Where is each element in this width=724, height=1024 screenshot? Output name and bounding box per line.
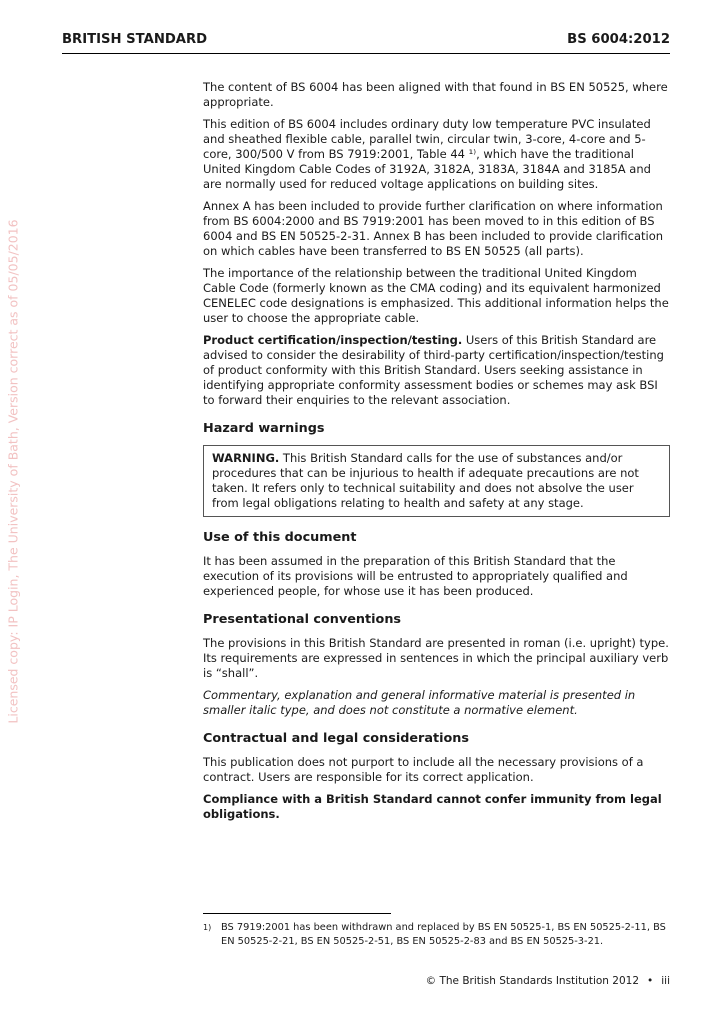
contractual-paragraph-1: This publication does not purport to include all the necessary provisions of a contract. Users are responsible for its correct application.	[203, 755, 644, 784]
certification-text: Users of this British Standard are advised to consider the desirability of third-party certification/inspection/testing of product conformity with this British Standard. Users seeking assistance in identifying appropriate conformity assessment bodies or schemes may ask BSI to forward their enquiries to the relevant association.	[203, 333, 664, 407]
intro-paragraph-4: The importance of the relationship between the traditional United Kingdom Cable Code (formerly known as the CMA coding) and its equivalent harmonized CENELEC code designations is emphasized. This additional information helps the user to choose the appropriate cable.	[203, 266, 669, 325]
hazard-heading: Hazard warnings	[203, 421, 325, 436]
license-watermark	[0, 218, 26, 724]
footnote-rule	[203, 913, 391, 914]
contractual-heading: Contractual and legal considerations	[203, 731, 470, 746]
footer-bullet: •	[647, 975, 654, 987]
header-standard-number: BS 6004:2012	[567, 32, 670, 47]
page-number: iii	[661, 975, 670, 987]
intro-paragraph-5	[203, 333, 670, 408]
use-paragraph: It has been assumed in the preparation of this British Standard that the execution of its provisions will be entrusted to appropriately qualified and experienced people, for whose use it has been produced.	[203, 554, 628, 598]
contractual-paragraph-2: Compliance with a British Standard cannot confer immunity from legal obligations.	[203, 792, 662, 821]
conventions-paragraph-1: The provisions in this British Standard are presented in roman (i.e. upright) type. Its requirements are expressed in sentences in which the principal auxiliary verb is “shall”.	[203, 636, 669, 680]
intro-paragraph-2: This edition of BS 6004 includes ordinary duty low temperature PVC insulated and sheathed flexible cable, parallel twin, circular twin, 3-core, 4-core and 5-core, 300/500 V from BS 7919:2001, Table 44 ¹⁾, which have the traditional United Kingdom Cable Codes of 3192A, 3182A, 3183A, 3184A and 3185A and are normally used for reduced voltage applications on building sites.	[203, 117, 651, 191]
watermark-text: Licensed copy: IP Login, The University of Bath, Version correct as of 05/05/2016	[5, 218, 21, 724]
conventions-paragraph-2: Commentary, explanation and general informative material is presented in smaller italic type, and does not constitute a normative element.	[203, 688, 636, 717]
intro-paragraph-3: Annex A has been included to provide further clarification on where information from BS 6004:2000 and BS 7919:2001 has been moved to in this edition of BS 6004 and BS EN 50525-2-31. Annex B has been included to provide clarification on which cables have been transferred to BS EN 50525 (all parts).	[203, 199, 664, 258]
main-content	[203, 80, 670, 829]
warning-box	[203, 445, 670, 517]
footer-copyright: © The British Standards Institution 2012	[425, 975, 640, 987]
header-title: BRITISH STANDARD	[62, 32, 208, 47]
header-rule	[62, 53, 670, 54]
footnote-mark: 1)	[203, 923, 212, 932]
warning-body: This British Standard calls for the use of substances and/or procedures that can be injurious to health if adequate precautions are not taken. It refers only to technical suitability and does not absolve the user from legal obligations relating to health and safety at any stage.	[212, 451, 639, 510]
warning-text	[212, 451, 661, 511]
conventions-heading: Presentational conventions	[203, 612, 402, 627]
footnote	[203, 921, 670, 949]
certification-lead: Product certification/inspection/testing.	[203, 333, 463, 347]
warning-lead: WARNING.	[212, 451, 280, 465]
use-heading: Use of this document	[203, 530, 357, 545]
page-header	[62, 32, 670, 47]
intro-paragraph-1: The content of BS 6004 has been aligned with that found in BS EN 50525, where appropriate.	[203, 80, 668, 109]
footnote-text: BS 7919:2001 has been withdrawn and replaced by BS EN 50525-1, BS EN 50525-2-11, BS EN 50525-2-21, BS EN 50525-2-51, BS EN 50525-2-83 and BS EN 50525-3-21.	[221, 922, 666, 947]
page-footer	[426, 975, 670, 987]
